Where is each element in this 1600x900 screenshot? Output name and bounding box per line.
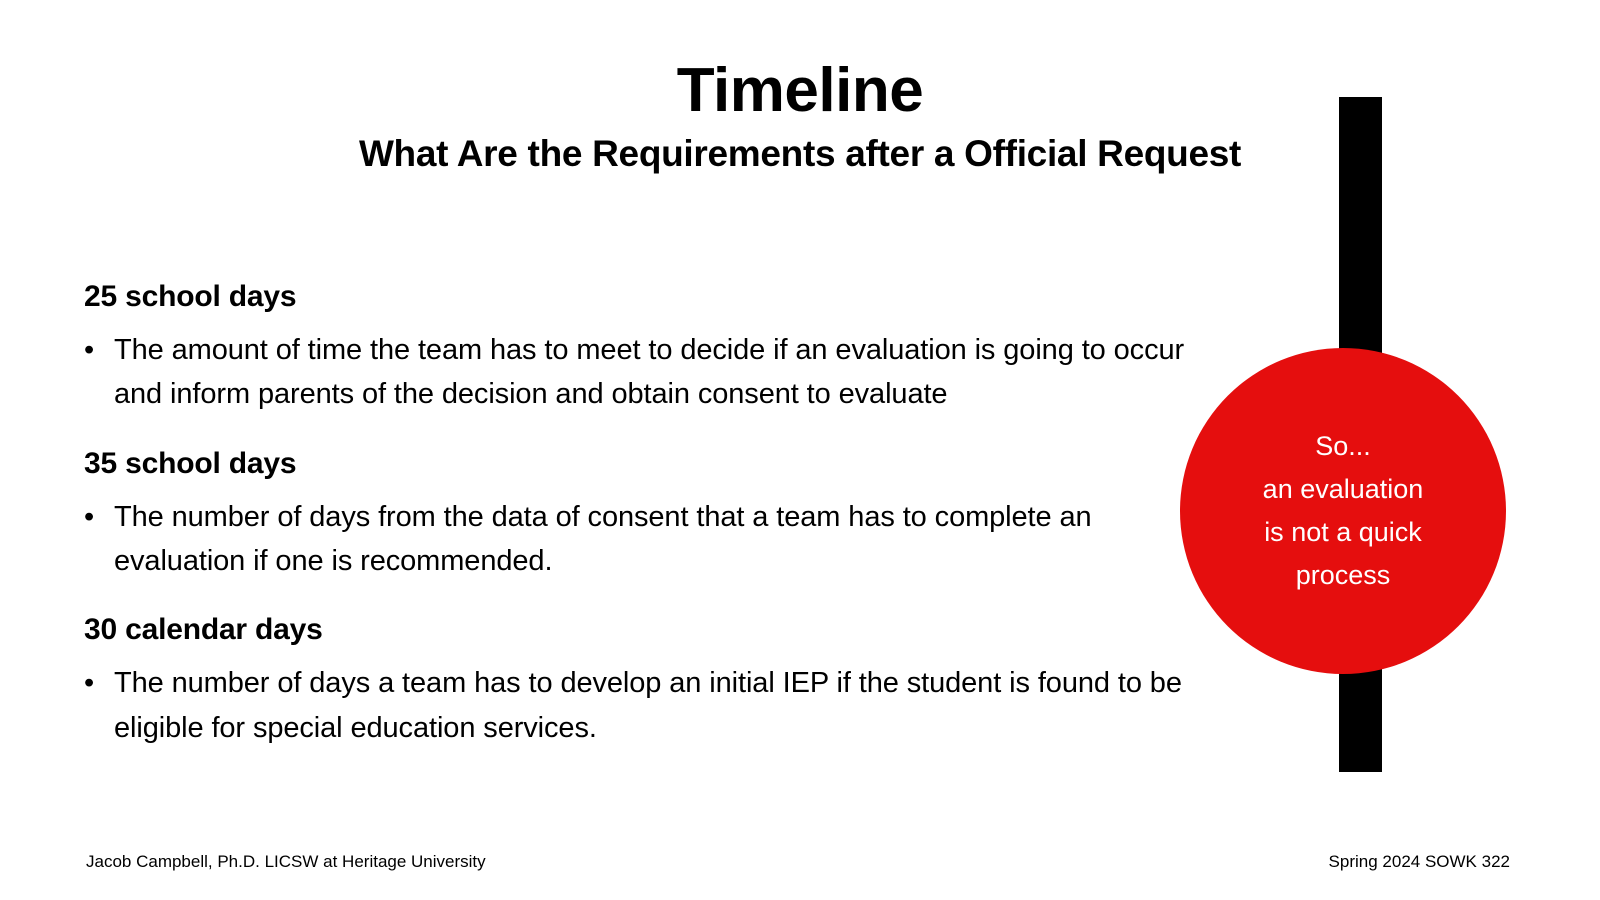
callout-circle [1180, 348, 1506, 674]
list-item-text: The amount of time the team has to meet to decide if an evaluation is going to occur and inform parents of the decision and obtain consent to evaluate [114, 334, 1185, 411]
list-item [84, 661, 1224, 750]
bullet-icon: • [84, 667, 95, 700]
list-item [84, 328, 1224, 417]
footer-author: Jacob Campbell, Ph.D. LICSW at Heritage University [86, 852, 486, 871]
footer-course: Spring 2024 SOWK 322 [1328, 852, 1510, 871]
section-25-school-days [84, 280, 1224, 417]
section-heading: 30 calendar days [84, 613, 323, 647]
callout-text [1245, 425, 1442, 598]
callout-line-3: is not a quick [1264, 517, 1422, 547]
bullet-icon: • [84, 334, 95, 366]
callout-line-4: process [1295, 560, 1391, 591]
content-body [84, 280, 1224, 758]
section-30-calendar-days [84, 613, 1224, 750]
page-title: Timeline [676, 56, 924, 125]
callout-line-1: So... [1315, 430, 1371, 461]
callout-line-2: an evaluation [1262, 473, 1424, 504]
section-35-school-days [84, 447, 1224, 584]
bullet-icon: • [84, 500, 95, 533]
section-heading: 25 school days [84, 280, 297, 313]
page-subtitle: What Are the Requirements after a Official Request [358, 133, 1242, 175]
list-item-text: The number of days a team has to develop an initial IEP if the student is found to be eligible for special education services. [114, 667, 1182, 744]
list-item-text: The number of days from the data of consent that a team has to complete an evaluation if one is recommended. [114, 500, 1092, 578]
section-heading: 35 school days [84, 446, 297, 480]
list-item [84, 495, 1224, 584]
